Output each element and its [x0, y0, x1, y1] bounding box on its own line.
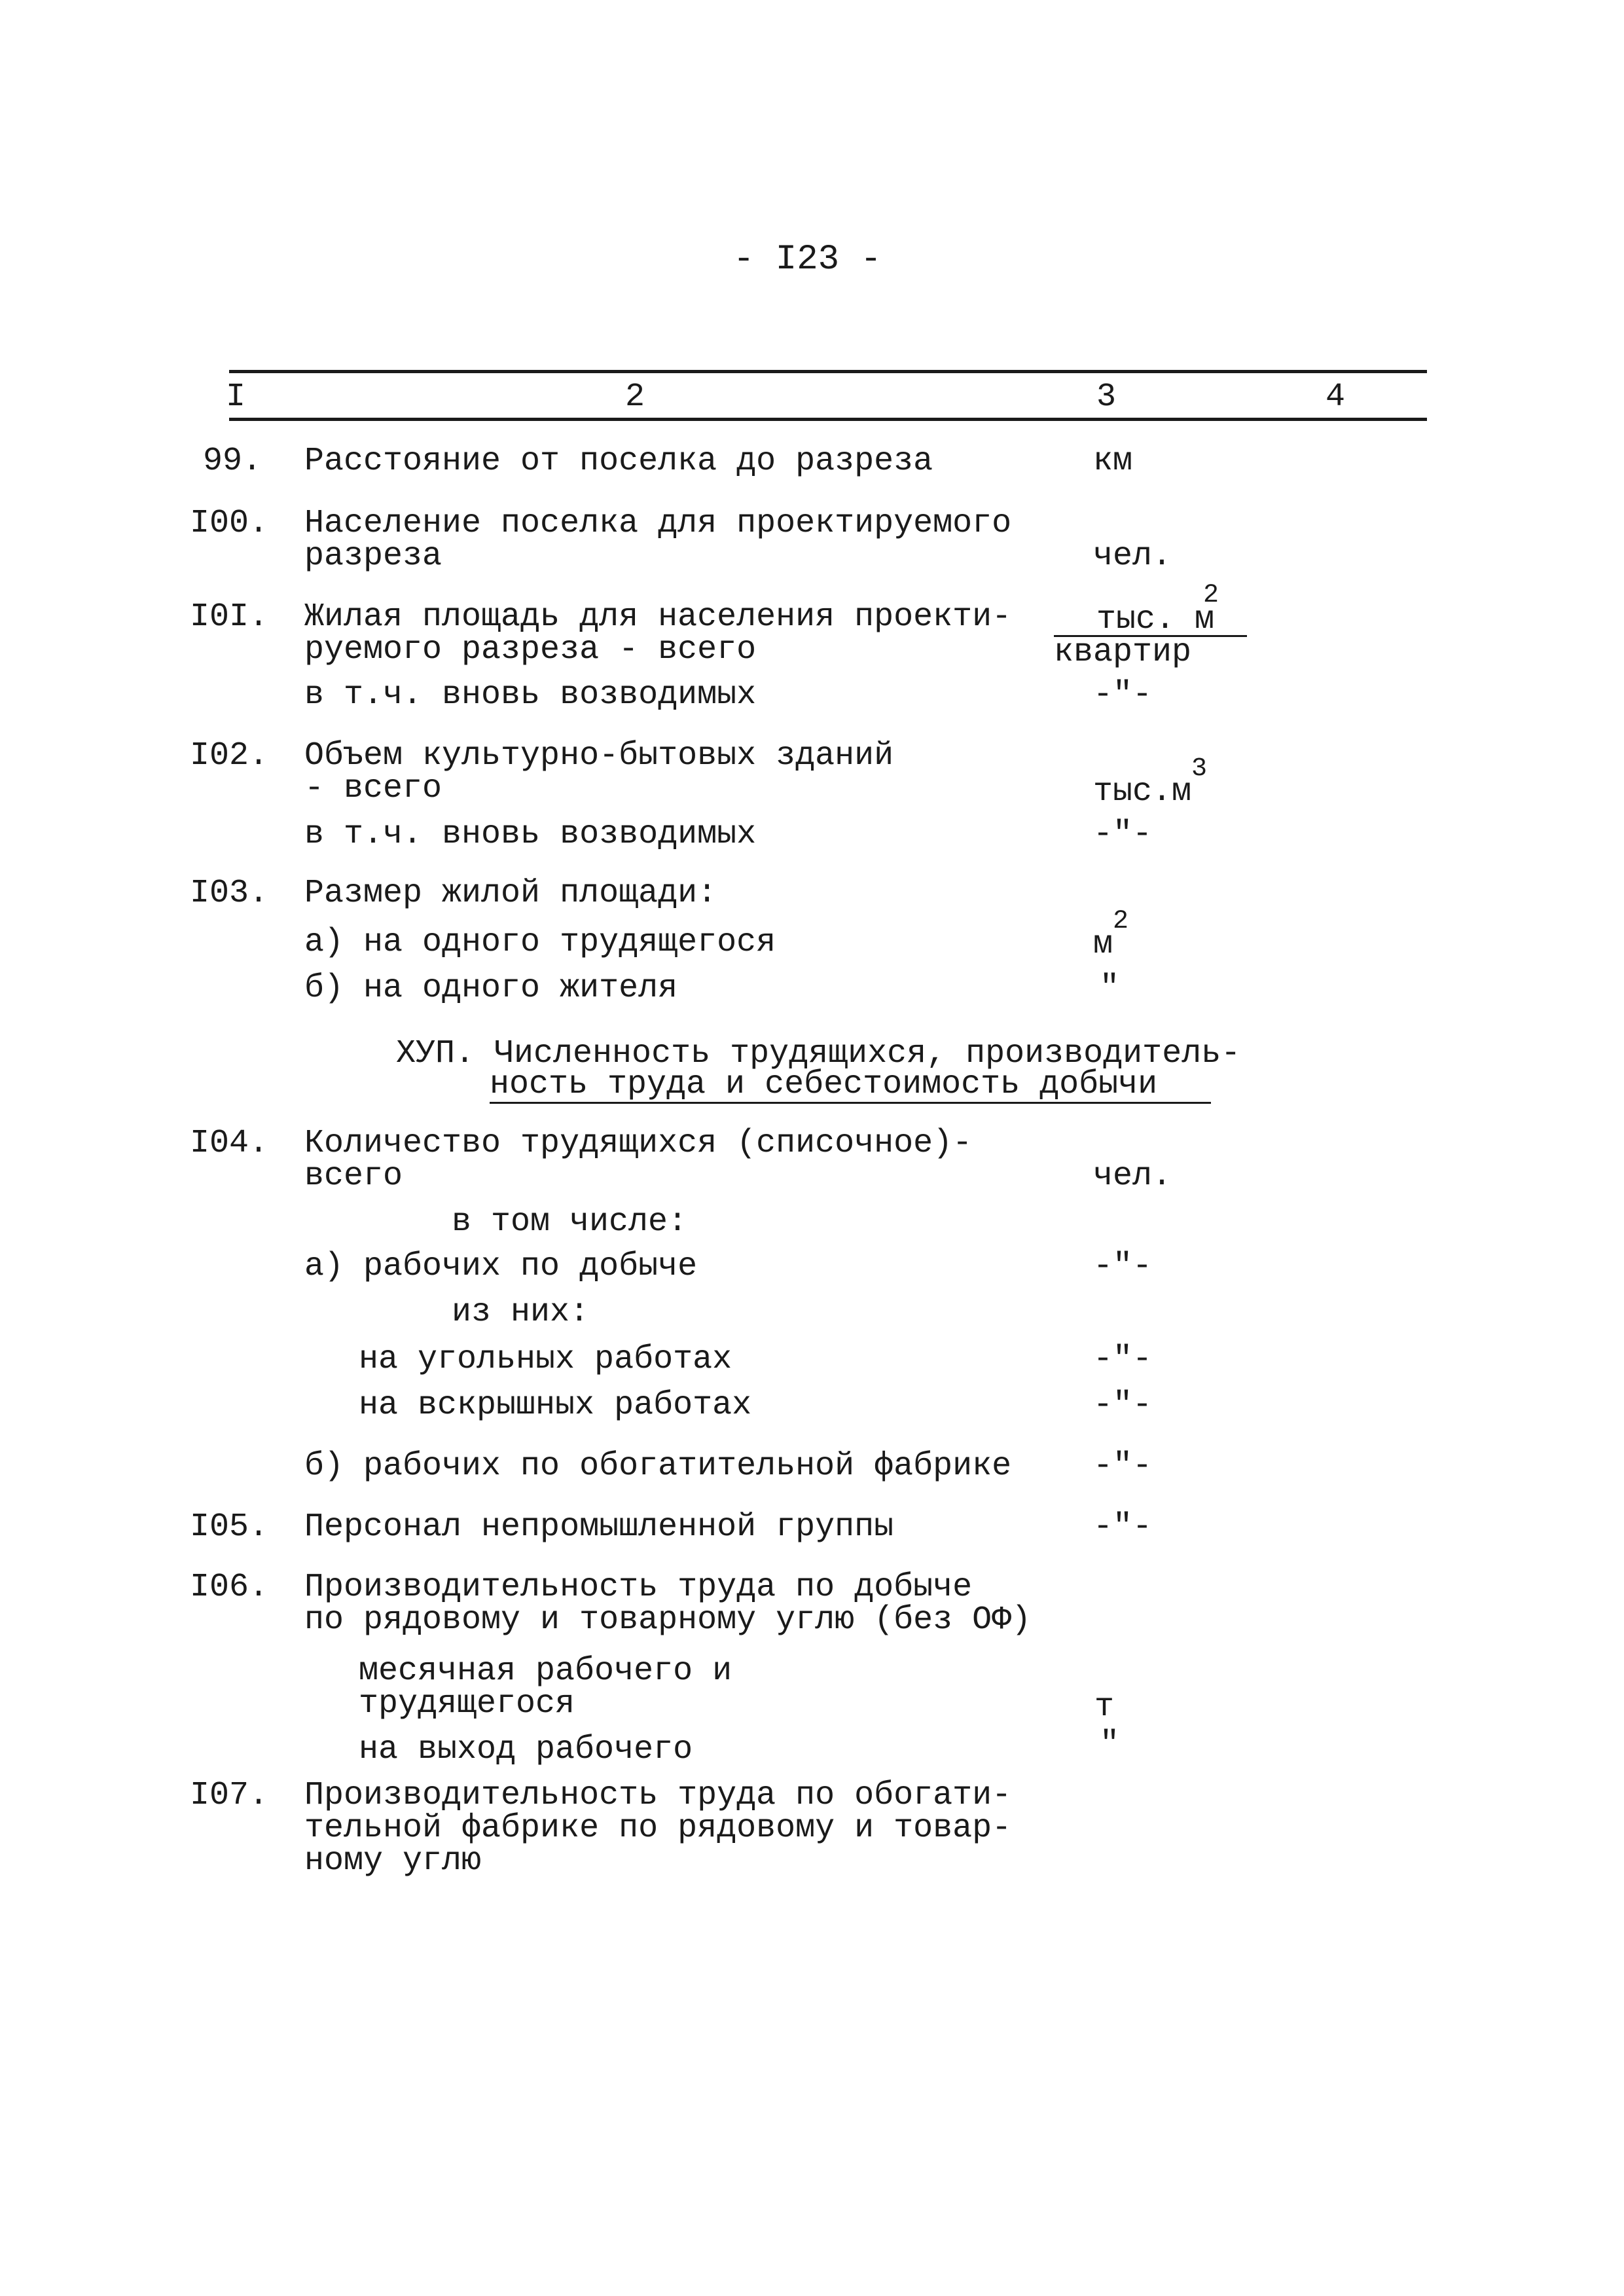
- row-102-text-line2: - всего: [304, 770, 442, 807]
- row-106a-text-line2: трудящегося: [359, 1685, 575, 1722]
- row-102-text-line1: Объем культурно-бытовых зданий: [304, 737, 894, 774]
- row-106a-unit: т: [1094, 1688, 1115, 1726]
- row-107-text-line2: тельной фабрике по рядовому и товар-: [304, 1810, 1012, 1847]
- row-107-text-line3: ному углю: [304, 1842, 482, 1880]
- row-number: I04.: [189, 1125, 268, 1162]
- row-100-unit: чел.: [1093, 538, 1172, 575]
- row-103b-unit: ": [1100, 970, 1120, 1007]
- row-number: I07.: [189, 1777, 268, 1814]
- row-104-text-line2: всего: [304, 1157, 403, 1195]
- row-103-text: Размер жилой площади:: [304, 875, 717, 912]
- row-100-text-line1: Население поселка для проектируемого: [304, 505, 1012, 542]
- row-101-sub-unit: -"-: [1093, 676, 1153, 714]
- row-99-text: Расстояние от поселка до разреза: [304, 443, 933, 480]
- row-104a1-unit: -"-: [1093, 1341, 1153, 1378]
- row-number: I0I.: [189, 598, 268, 636]
- row-number: I03.: [189, 875, 268, 912]
- column-4-header: 4: [1326, 378, 1346, 416]
- row-106-text-line1: Производительность труда по добыче: [304, 1569, 973, 1606]
- row-104a-text: а) рабочих по добыче: [304, 1248, 698, 1285]
- row-number: I06.: [189, 1569, 268, 1606]
- row-103b-text: б) на одного жителя: [304, 970, 678, 1007]
- row-100-text-line2: разреза: [304, 538, 442, 575]
- column-1-header: I: [226, 378, 246, 416]
- page-number: - I23 -: [733, 240, 882, 280]
- row-101-unit-numerator: тыс. м: [1096, 601, 1215, 638]
- column-3-header: 3: [1096, 378, 1117, 416]
- row-104-text-line1: Количество трудящихся (списочное)-: [304, 1125, 973, 1162]
- row-number: I02.: [189, 737, 268, 774]
- row-101-unit-superscript: 2: [1203, 581, 1219, 610]
- row-103a-unit: м: [1093, 926, 1113, 963]
- row-102-sub-unit: -"-: [1093, 816, 1153, 853]
- row-102-sub-text: в т.ч. вновь возводимых: [304, 816, 757, 853]
- row-101-sub-text: в т.ч. вновь возводимых: [304, 676, 757, 714]
- header-top-rule: [229, 370, 1427, 373]
- row-104b-text: б) рабочих по обогатительной фабрике: [304, 1448, 1012, 1485]
- row-106a-text-line1: месячная рабочего и: [359, 1652, 732, 1690]
- section-heading-line1: ХУП. Численность трудящихся, производитель-: [396, 1035, 1241, 1072]
- row-104a1-text: на угольных работах: [359, 1341, 732, 1378]
- row-107-text-line1: Производительность труда по обогати-: [304, 1777, 1012, 1814]
- row-101-text-line1: Жилая площадь для населения проекти-: [304, 598, 1012, 636]
- section-heading-line2: ность труда и себестоимость добычи: [490, 1066, 1158, 1103]
- row-101-unit-denominator: квартир: [1054, 634, 1192, 671]
- row-99-unit: км: [1093, 443, 1133, 480]
- row-106b-unit: ": [1100, 1726, 1120, 1763]
- header-bottom-rule: [229, 418, 1427, 421]
- row-104a2-text: на вскрышных работах: [359, 1387, 752, 1424]
- column-2-header: 2: [625, 378, 645, 416]
- row-number: I05.: [189, 1508, 268, 1546]
- row-103a-unit-superscript: 2: [1113, 907, 1129, 936]
- row-104a-unit: -"-: [1093, 1248, 1153, 1285]
- row-number: I00.: [189, 505, 268, 542]
- row-106b-text: на выход рабочего: [359, 1731, 693, 1768]
- row-102-unit: тыс.м: [1093, 773, 1192, 811]
- row-number: 99.: [202, 443, 262, 480]
- row-105-unit: -"-: [1093, 1508, 1153, 1546]
- row-104-of-them: из них:: [452, 1294, 590, 1331]
- row-104-unit: чел.: [1093, 1157, 1172, 1195]
- row-101-text-line2: руемого разреза - всего: [304, 631, 757, 668]
- row-102-unit-superscript: 3: [1191, 754, 1208, 784]
- row-106-text-line2: по рядовому и товарному углю (без ОФ): [304, 1601, 1032, 1639]
- section-heading-underline: [490, 1102, 1211, 1104]
- row-105-text: Персонал непромышленной группы: [304, 1508, 894, 1546]
- row-104-including: в том числе:: [452, 1203, 688, 1241]
- row-104a2-unit: -"-: [1093, 1387, 1153, 1424]
- row-104b-unit: -"-: [1093, 1448, 1153, 1485]
- row-103a-text: а) на одного трудящегося: [304, 924, 776, 961]
